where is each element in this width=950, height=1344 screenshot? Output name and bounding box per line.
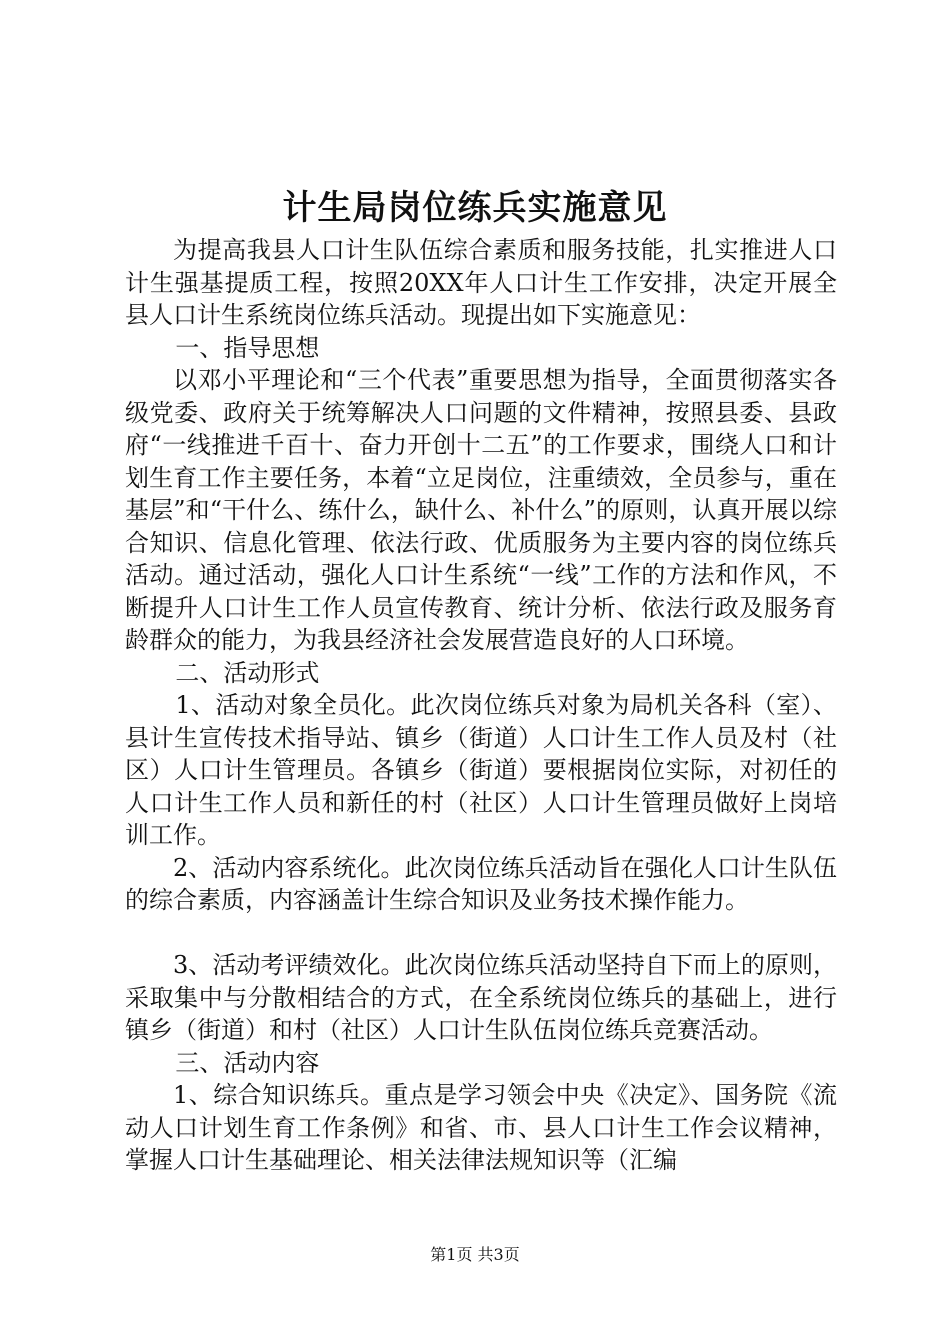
document-title: 计生局岗位练兵实施意见 <box>282 188 668 228</box>
section-heading-guiding-ideology: 一、指导思想 <box>175 333 320 362</box>
document-body <box>125 234 837 1177</box>
page-number-footer: 第1页 共3页 <box>430 1245 520 1264</box>
activity-form-item-3: 3、活动考评绩效化。此次岗位练兵活动坚持自下而上的原则，采取集中与分散相结合的方式，在全系统岗位练兵的基础上，进行镇乡（街道）和村（社区）人口计生队伍岗位练兵竞赛活动。 <box>125 951 837 1044</box>
section-heading-activity-form: 二、活动形式 <box>175 658 320 687</box>
activity-content-item-1: 1、综合知识练兵。重点是学习领会中央《决定》、国务院《流动人口计划生育工作条例》和省、市、县人口计生工作会议精神，掌握人口计生基础理论、相关法律法规知识等（汇编 <box>125 1081 837 1174</box>
section-heading-activity-content: 三、活动内容 <box>175 1048 320 1077</box>
activity-form-item-1: 1、活动对象全员化。此次岗位练兵对象为局机关各科（室）、县计生宣传技术指导站、镇乡（街道）人口计生工作人员及村（社区）人口计生管理员。各镇乡（街道）要根据岗位实际，对初任的人口计生工作人员和新任的村（社区）人口计生管理员做好上岗培训工作。 <box>125 691 837 849</box>
intro-paragraph: 为提高我县人口计生队伍综合素质和服务技能，扎实推进人口计生强基提质工程，按照20XX年人口计生工作安排，决定开展全县人口计生系统岗位练兵活动。现提出如下实施意见： <box>125 236 837 329</box>
guiding-ideology-paragraph: 以邓小平理论和“三个代表”重要思想为指导，全面贯彻落实各级党委、政府关于统筹解决人口问题的文件精神，按照县委、县政府“一线推进千百十、奋力开创十二五”的工作要求，围绕人口和计划生育工作主要任务，本着“立足岗位，注重绩效，全员参与，重在基层”和“干什么、练什么，缺什么、补什么”的原则，认真开展以综合知识、信息化管理、依法行政、优质服务为主要内容的岗位练兵活动。通过活动，强化人口计生系统“一线”工作的方法和作风，不断提升人口计生工作人员宣传教育、统计分析、依法行政及服务育龄群众的能力，为我县经济社会发展营造良好的人口环境。 <box>125 366 837 654</box>
activity-form-item-2: 2、活动内容系统化。此次岗位练兵活动旨在强化人口计生队伍的综合素质，内容涵盖计生综合知识及业务技术操作能力。 <box>125 853 837 914</box>
